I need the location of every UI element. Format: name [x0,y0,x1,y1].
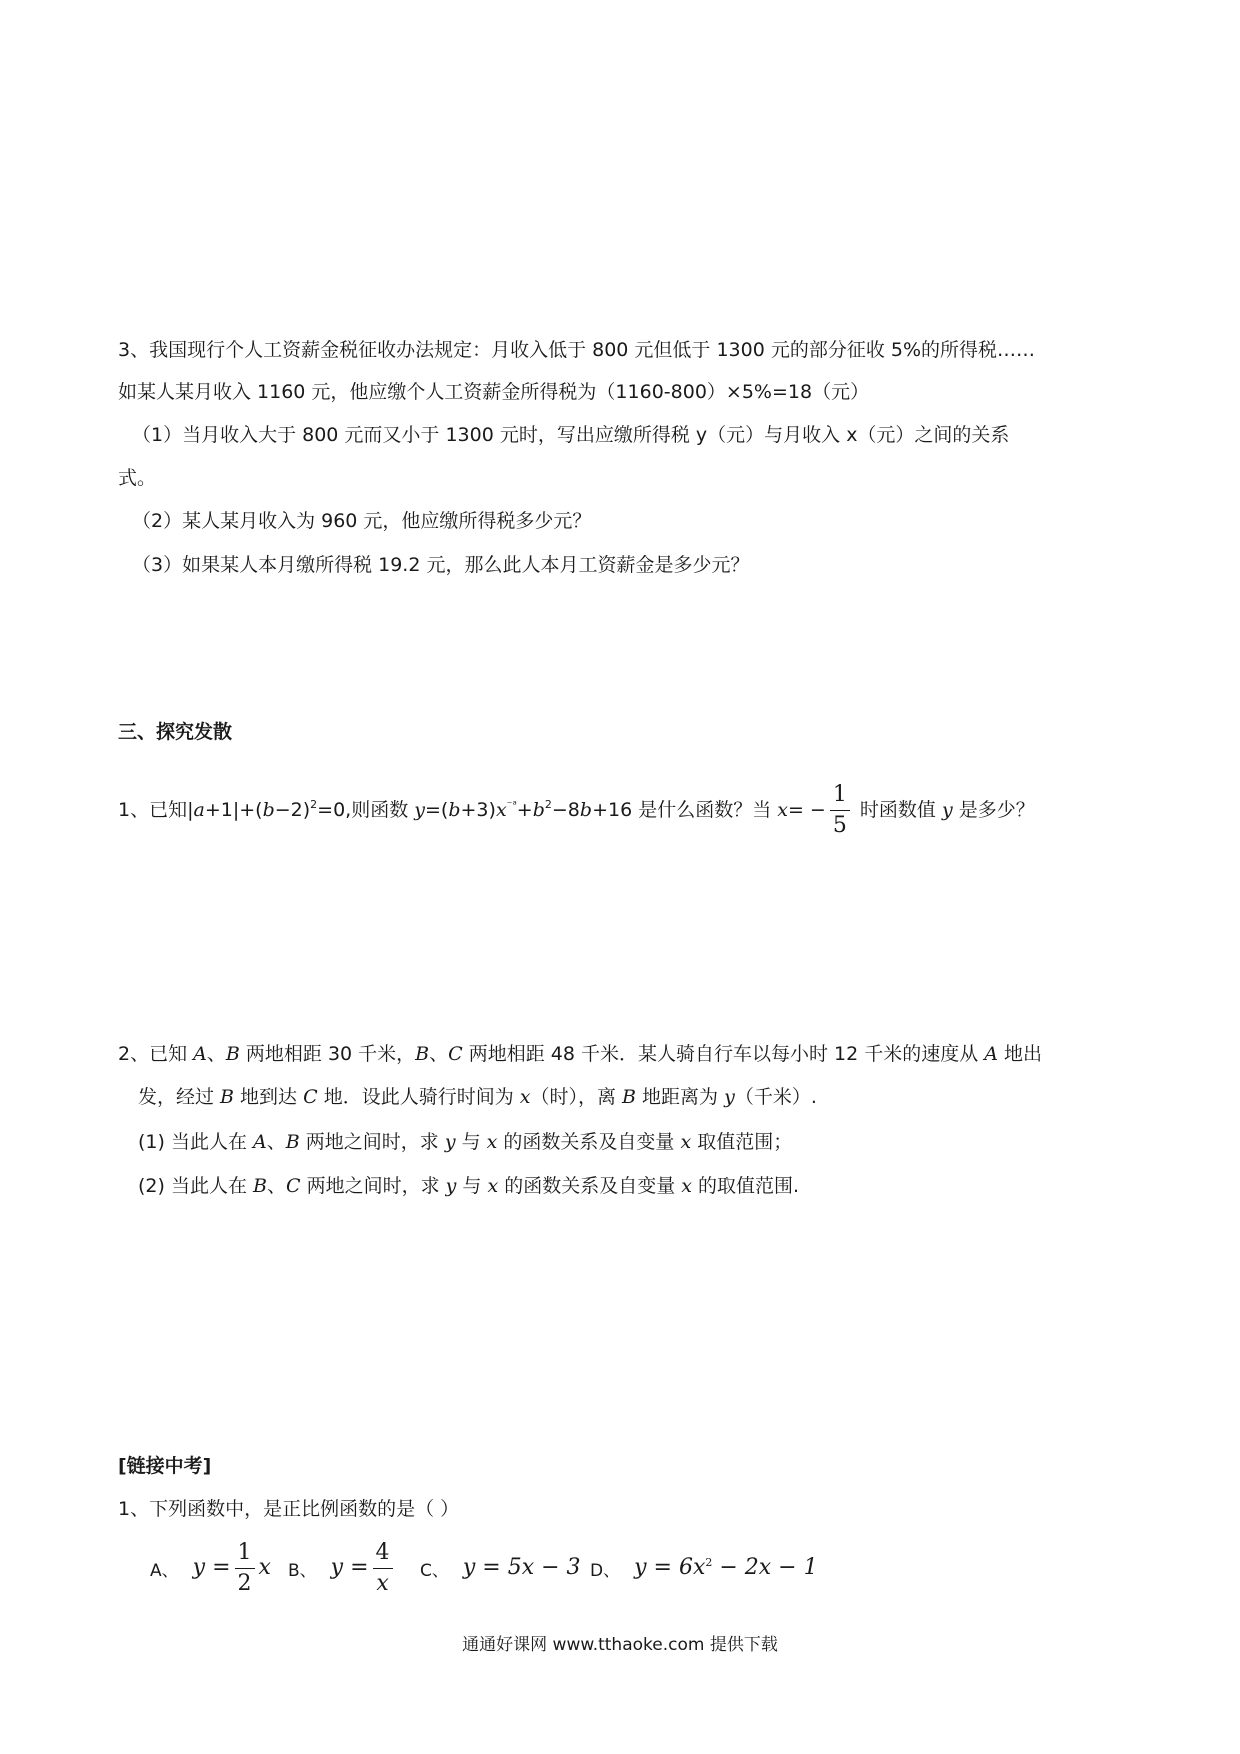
var-b: b [532,799,545,821]
q3-sub1-line-1: （1）当月收入大于 800 元而又小于 1300 元时，写出应缴所得税 y（元）与月收入 x（元）之间的关系 [132,424,1010,446]
var: B [253,1175,267,1197]
numerator: 1 [235,1538,255,1569]
numerator: 4 [373,1538,393,1569]
text: 的取值范围. [691,1175,800,1197]
var: x [680,1131,692,1153]
text: 两地相距 30 千米， [239,1043,416,1065]
denominator: 5 [832,813,847,838]
text: 、 [266,1175,286,1197]
footer-text: 通通好课网 www.tthaoke.com 提供下载 [462,1635,778,1655]
q3-sub1-line-2: 式。 [118,467,157,489]
fraction-one-fifth [830,780,850,841]
denominator: x [376,1571,389,1596]
text: 、 [266,1131,286,1153]
math: y = [330,1555,369,1580]
text: 、 [429,1043,449,1065]
fraction [373,1538,393,1599]
math: y = 6x [634,1555,706,1580]
text: = − [787,799,826,821]
var: B [622,1086,636,1108]
text: +3) [460,799,496,821]
exponent: 2 [705,1556,713,1569]
exercise-1 [118,770,1035,845]
var: x [519,1086,531,1108]
text: （时），离 [530,1086,623,1108]
text: (1) 当此人在 [138,1131,253,1153]
var-b: b [262,799,275,821]
text: 地距离为 [635,1086,725,1108]
math: x [258,1555,271,1580]
q3-sub2: （2）某人某月收入为 960 元，他应缴所得税多少元？ [132,510,592,532]
var-y: y [414,799,425,821]
var-b: b [579,799,593,821]
text: =0,则函数 [317,799,415,821]
var: C [285,1175,301,1197]
text: 与 [455,1131,487,1153]
q3-line-1: 3、我国现行个人工资薪金税征收办法规定：月收入低于 800 元但低于 1300 元的部分征收 5%的所得税…… [118,339,1036,361]
var: B [285,1131,300,1153]
text: +16 是什么函数？当 [592,799,778,821]
var: A [253,1131,267,1153]
var-b: b [448,799,461,821]
text: 、 [206,1043,226,1065]
text: 发，经过 [138,1086,221,1108]
exercise-2-line-1 [118,1040,1042,1068]
var-x: x [495,799,507,821]
text: | [187,799,194,821]
var-y: y [941,799,953,821]
fraction [235,1538,255,1599]
var-a: a [193,799,205,821]
option-a [150,1538,271,1599]
var: B [220,1086,235,1108]
text: 两地相距 48 千米．某人骑自行车以每小时 12 千米的速度从 [462,1043,985,1065]
var-x: x [777,799,788,821]
text: 地到达 [234,1086,304,1108]
math: − 2x − 1 [712,1555,818,1580]
var: A [193,1043,207,1065]
exponent: ⁻ᵃ [506,798,517,811]
text: 是多少？ [952,799,1035,821]
text: −2) [274,799,311,821]
var: C [448,1043,463,1065]
math: y = [192,1555,231,1580]
var: x [487,1175,499,1197]
text: 时函数值 [853,799,942,821]
text: 1、已知 [118,799,188,821]
q3-sub3: （3）如果某人本月缴所得税 19.2 元，那么此人本月工资薪金是多少元？ [132,554,750,576]
exponent: 2 [544,798,552,811]
text: + [516,799,533,821]
text: 两地之间时，求 [300,1175,446,1197]
text: 2、已知 [118,1043,194,1065]
option-label: C、 [420,1561,449,1581]
option-b [288,1538,397,1599]
text: 地出 [998,1043,1043,1065]
text: +1|+( [204,799,263,821]
exercise-2-sub-1 [138,1128,792,1156]
q3-line-2: 如某人某月收入 1160 元，他应缴个人工资薪金所得税为（1160-800）×5%=18（元） [118,381,870,403]
option-label: A、 [150,1561,179,1581]
var: x [681,1175,692,1197]
var: y [445,1175,457,1197]
denominator: 2 [237,1571,252,1596]
text: 取值范围； [691,1131,793,1153]
exercise-2-line-2 [138,1083,817,1111]
text: 地．设此人骑行时间为 [317,1086,520,1108]
var: B [225,1043,240,1065]
option-c [420,1555,581,1581]
text: 的函数关系及自变量 [497,1131,681,1153]
option-label: D、 [590,1561,621,1581]
text: 的函数关系及自变量 [498,1175,682,1197]
var: C [303,1086,318,1108]
text: −8 [551,799,580,821]
math: y = 5x − 3 [462,1555,581,1580]
text: (2) 当此人在 [138,1175,253,1197]
text: 与 [456,1175,488,1197]
exponent: 2 [310,798,318,811]
var: B [415,1043,430,1065]
text: 两地之间时，求 [299,1131,445,1153]
var: A [984,1043,999,1065]
link-heading: [链接中考] [118,1455,212,1477]
section-heading: 三、探究发散 [118,721,233,743]
option-d [590,1555,818,1581]
var: y [724,1086,735,1108]
link-question-1: 1、下列函数中，是正比例函数的是（ ） [118,1498,460,1520]
exercise-2-sub-2 [138,1172,799,1200]
text: （千米）. [734,1086,817,1108]
text: =( [425,799,449,821]
option-label: B、 [288,1561,317,1581]
var: x [486,1131,498,1153]
numerator: 1 [830,780,850,811]
var: y [444,1131,456,1153]
